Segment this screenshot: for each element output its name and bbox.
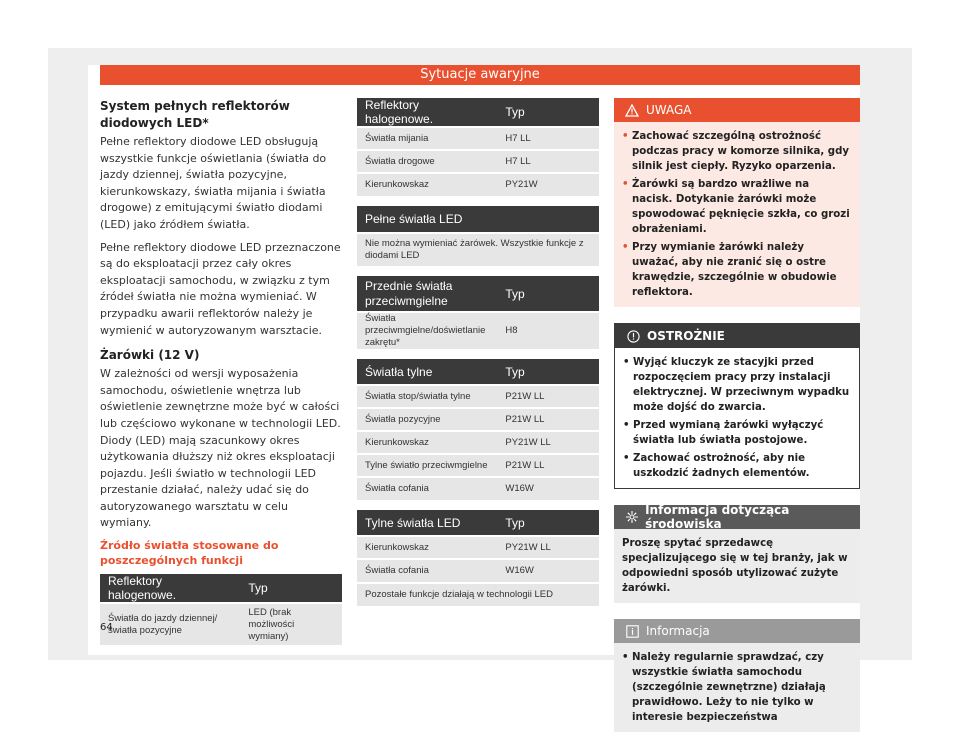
table-row bbox=[357, 173, 599, 196]
section-heading-led: System pełnych reflektorów diodowych LED* bbox=[100, 99, 290, 130]
table-header: Tylne światła LED bbox=[357, 510, 497, 536]
table-cell: Kierunkowskaz bbox=[357, 431, 497, 454]
environment-text: Proszę spytać sprzedawcę specjalizującego się w tej branży, jak w odpowiedni sposób utylizować zużyte żarówki. bbox=[622, 538, 848, 594]
table-header: Typ bbox=[240, 574, 342, 603]
table-row bbox=[357, 431, 599, 454]
table-rear-led bbox=[357, 510, 599, 582]
table-header: Typ bbox=[497, 98, 599, 127]
table-cell: Światła cofania bbox=[357, 559, 497, 582]
caution-header bbox=[615, 324, 859, 348]
environment-header bbox=[614, 505, 860, 529]
table-cell: PY21W bbox=[497, 173, 599, 196]
table-cell: P21W LL bbox=[497, 385, 599, 408]
table-cell: LED (brak możliwości wymiany) bbox=[240, 603, 342, 645]
list-item-text: Należy regularnie sprawdzać, czy wszystkie światła samochodu (szczególnie zewnętrzne) działają prawidłowo. Leży to nie tylko w interesie bezpieczeństwa bbox=[632, 652, 826, 723]
section-heading-bulbs: Żarówki (12 V) bbox=[100, 348, 200, 363]
list-item-text: Zachować szczególną ostrożność podczas pracy w komorze silnika, gdy silnik jest ciepły. Ryzyko oparzenia. bbox=[632, 131, 850, 172]
table-header: Typ bbox=[497, 510, 599, 536]
table-cell: Światła do jazdy dziennej/światła pozycyjne bbox=[100, 603, 240, 645]
column-left bbox=[100, 98, 342, 645]
table-row bbox=[357, 127, 599, 150]
list-item-text: Zachować ostrożność, aby nie uszkodzić żadnych elementów. bbox=[633, 453, 810, 479]
list-item-text: Żarówki są bardzo wrażliwe na nacisk. Dotykanie żarówki może spowodować pęknięcie szkła, co grozi obrażeniami. bbox=[632, 179, 850, 235]
list-item: • Wyjąć kluczyk ze stacyjki przed rozpoczęciem pracy przy instalacji elektrycznej. W przeciwnym wypadku może dojść do zwarcia. bbox=[623, 357, 850, 413]
table-row bbox=[357, 477, 599, 500]
info-body bbox=[614, 643, 860, 732]
table-cell: P21W LL bbox=[497, 408, 599, 431]
caution-box bbox=[614, 323, 860, 489]
list-item: • Żarówki są bardzo wrażliwe na nacisk. Dotykanie żarówki może spowodować pęknięcie szkła, co grozi obrażeniami. bbox=[622, 177, 852, 237]
column-right bbox=[614, 98, 860, 732]
table-fog bbox=[357, 276, 599, 349]
page-number: 64 bbox=[100, 622, 113, 633]
table-cell: H7 LL bbox=[497, 150, 599, 173]
list-item: • Przed wymianą żarówki wyłączyć światła lub światła postojowe. bbox=[623, 418, 851, 448]
table-row bbox=[357, 385, 599, 408]
environment-box bbox=[614, 505, 860, 603]
list-item-text: Wyjąć kluczyk ze stacyjki przed rozpoczęciem pracy przy instalacji elektrycznej. W przeciwnym wypadku może dojść do zwarcia. bbox=[633, 357, 850, 413]
info-square-icon bbox=[622, 625, 642, 638]
led-note: Nie można wymieniać żarówek. Wszystkie funkcje z diodami LED bbox=[357, 232, 599, 266]
page-header: Sytuacje awaryjne bbox=[100, 65, 860, 85]
table-header: Światła tylne bbox=[357, 359, 497, 385]
table-header: Reflektory halogenowe. bbox=[100, 574, 240, 603]
list-item-text: Przed wymianą żarówki wyłączyć światła lub światła postojowe. bbox=[633, 420, 824, 446]
table-cell: P21W LL bbox=[497, 454, 599, 477]
list-item: • Zachować szczególną ostrożność podczas pracy w komorze silnika, gdy silnik jest ciepły. Ryzyko oparzenia. bbox=[622, 129, 852, 174]
table-cell: Światła drogowe bbox=[357, 150, 497, 173]
warning-title: UWAGA bbox=[646, 103, 692, 117]
table-cell: Światła pozycyjne bbox=[357, 408, 497, 431]
table-row bbox=[357, 408, 599, 431]
table-row bbox=[100, 603, 342, 645]
table-cell: W16W bbox=[497, 477, 599, 500]
info-box bbox=[614, 619, 860, 732]
paragraph: Pełne reflektory diodowe LED przeznaczone są do eksploatacji przez cały okres eksploatacji samochodu, w związku z tym źródeł światła nie można wymieniać. W przypadku awarii reflektorów należy je wymienić w autoryzowanym warsztacie. bbox=[100, 240, 341, 337]
table-row bbox=[357, 150, 599, 173]
caution-title: OSTROŻNIE bbox=[647, 329, 725, 343]
table-row bbox=[357, 536, 599, 559]
table-header: Reflektory halogenowe. bbox=[357, 98, 497, 127]
info-header bbox=[614, 619, 860, 643]
table-halogen bbox=[357, 98, 599, 196]
table-header: Typ bbox=[497, 276, 599, 312]
environment-title: Informacja dotycząca środowiska bbox=[645, 503, 790, 531]
list-item: • Zachować ostrożność, aby nie uszkodzić żadnych elementów. bbox=[623, 451, 851, 481]
led-title: Pełne światła LED bbox=[357, 206, 599, 232]
table-cell: Światła cofania bbox=[357, 477, 497, 500]
table-row bbox=[357, 454, 599, 477]
table-halogen-front bbox=[100, 574, 342, 645]
table-row bbox=[357, 559, 599, 582]
warning-box bbox=[614, 98, 860, 307]
warning-header bbox=[614, 98, 860, 122]
table-cell: Kierunkowskaz bbox=[357, 173, 497, 196]
warning-triangle-icon bbox=[622, 104, 642, 117]
table-rear bbox=[357, 359, 599, 500]
table-header: Przednie światła przeciwmgielne bbox=[357, 276, 497, 312]
paragraph: W zależności od wersji wyposażenia samochodu, oświetlenie wnętrza lub oświetlenie zewnętrzne może być w całości lub częściowo wykonane w technologii LED. Diody (LED) mają szacunkowy okres użytkowania dłuższy niż okres eksploatacji pojazdu. Jeśli światło w technologii LED przestanie działać, należy udać się do autoryzowanego warsztatu w celu wymiany. bbox=[100, 367, 341, 530]
light-source-heading: Źródło światła stosowane do poszczególnych funkcji bbox=[100, 539, 279, 568]
table-cell: H8 bbox=[497, 312, 599, 349]
info-circle-icon bbox=[623, 330, 643, 343]
column-middle bbox=[357, 98, 599, 606]
table-cell: Światła mijania bbox=[357, 127, 497, 150]
led-footer-note: Pozostałe funkcje działają w technologii LED bbox=[357, 582, 599, 606]
caution-body bbox=[615, 348, 859, 488]
table-cell: PY21W LL bbox=[497, 536, 599, 559]
paragraph: Pełne reflektory diodowe LED obsługują wszystkie funkcje oświetlania (światła do jazdy dziennej, światła pozycyjne, kierunkowskazy, światła mijania i światła drogowe) z emitującymi światło diodami (LED) jako źródłem światła. bbox=[100, 135, 327, 231]
info-title: Informacja bbox=[646, 624, 710, 638]
table-cell: Światła przeciwmgielne/doświetlanie zakrętu* bbox=[357, 312, 497, 349]
table-cell: W16W bbox=[497, 559, 599, 582]
table-header: Typ bbox=[497, 359, 599, 385]
table-cell: Światła stop/światła tylne bbox=[357, 385, 497, 408]
list-item: • Należy regularnie sprawdzać, czy wszystkie światła samochodu (szczególnie zewnętrzne) działają prawidłowo. Leży to nie tylko w interesie bezpieczeństwa bbox=[622, 650, 852, 725]
leaf-icon bbox=[622, 510, 641, 524]
table-cell: Kierunkowskaz bbox=[357, 536, 497, 559]
list-item: • Przy wymianie żarówki należy uważać, aby nie zranić się o ostre krawędzie, szczególnie w obudowie reflektora. bbox=[622, 240, 852, 300]
warning-body bbox=[614, 122, 860, 307]
list-item-text: Przy wymianie żarówki należy uważać, aby nie zranić się o ostre krawędzie, szczególnie w obudowie reflektora. bbox=[632, 242, 837, 298]
table-cell: Tylne światło przeciwmgielne bbox=[357, 454, 497, 477]
table-cell: PY21W LL bbox=[497, 431, 599, 454]
table-row bbox=[357, 312, 599, 349]
table-cell: H7 LL bbox=[497, 127, 599, 150]
